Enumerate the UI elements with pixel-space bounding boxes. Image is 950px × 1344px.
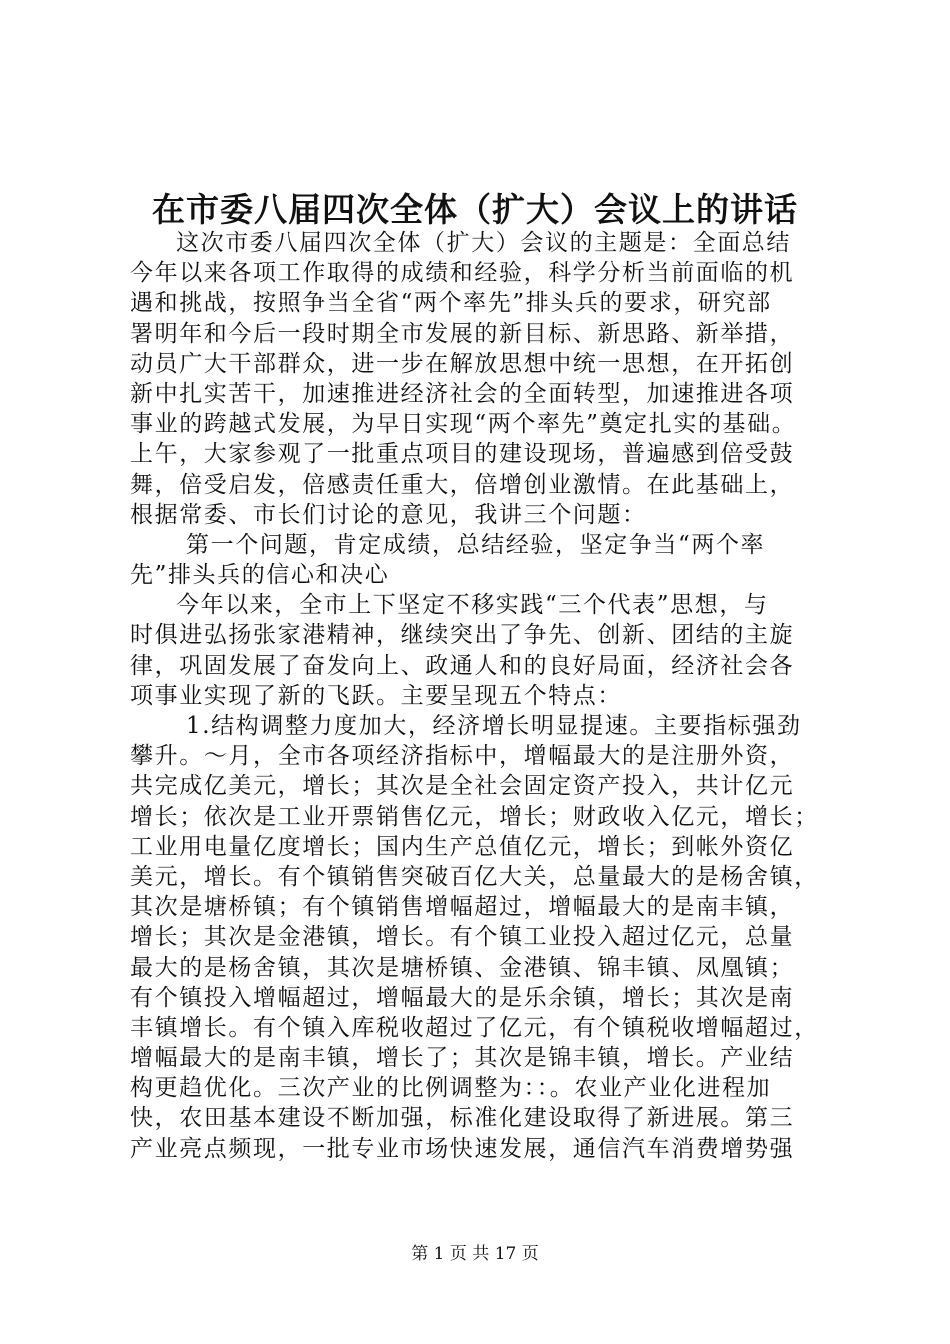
text-line: 上午，大家参观了一批重点项目的建设现场，普遍感到倍受鼓	[130, 441, 795, 468]
section-heading-line: 先”排头兵的信心和决心	[130, 562, 390, 589]
text-line: 美元，增长。有个镇销售突破百亿大关，总量最大的是杨舍镇，	[130, 863, 819, 890]
text-line: 遇和挑战，按照争当全省“两个率先”排头兵的要求，研究部	[130, 290, 772, 317]
text-line: 时俱进弘扬张家港精神，继续突出了争先、创新、团结的主旋	[130, 622, 795, 649]
document-body	[130, 228, 832, 1164]
page-number-footer: 第 1 页 共 17 页	[411, 1244, 539, 1264]
text-line: 有个镇投入增幅超过，增幅最大的是乐余镇，增长；其次是南	[130, 984, 795, 1011]
text-line: 产业亮点频现，一批专业市场快速发展，通信汽车消费增势强	[130, 1135, 795, 1162]
text-line: 构更趋优化。三次产业的比例调整为：：。农业产业化进程加	[130, 1075, 772, 1102]
text-line: 增长；其次是金港镇，增长。有个镇工业投入超过亿元，总量	[130, 924, 795, 951]
text-line: 共完成亿美元，增长；其次是全社会固定资产投入，共计亿元	[130, 773, 795, 800]
text-line: 增长；依次是工业开票销售亿元，增长；财政收入亿元，增长；	[130, 803, 819, 830]
text-line: 工业用电量亿度增长；国内生产总值亿元，增长；到帐外资亿	[130, 833, 795, 860]
text-line: 舞，倍受启发，倍感责任重大，倍增创业激情。在此基础上，	[130, 471, 795, 498]
text-line: 新中扎实苦干，加速推进经济社会的全面转型，加速推进各项	[130, 380, 795, 407]
text-line: 增幅最大的是南丰镇，增长了；其次是锦丰镇，增长。产业结	[130, 1045, 795, 1072]
document-title: 在市委八届四次全体（扩大）会议上的讲话	[152, 190, 798, 229]
text-line: 快，农田基本建设不断加强，标准化建设取得了新进展。第三	[130, 1105, 795, 1132]
text-line: 其次是塘桥镇；有个镇销售增幅超过，增幅最大的是南丰镇，	[130, 894, 795, 921]
text-line: 动员广大干部群众，进一步在解放思想中统一思想，在开拓创	[130, 350, 795, 377]
text-line: 1.结构调整力度加大，经济增长明显提速。主要指标强劲	[186, 713, 802, 739]
text-line: 署明年和今后一段时期全市发展的新目标、新思路、新举措，	[130, 320, 795, 347]
text-line: 项事业实现了新的飞跃。主要呈现五个特点：	[130, 682, 622, 709]
text-line: 今年以来，全市上下坚定不移实践“三个代表”思想，与	[176, 592, 769, 619]
text-line: 今年以来各项工作取得的成绩和经验，科学分析当前面临的机	[130, 260, 795, 287]
text-line: 根据常委、市长们讨论的意见，我讲三个问题：	[130, 501, 647, 528]
text-line: 律，巩固发展了奋发向上、政通人和的良好局面，经济社会各	[130, 652, 795, 679]
text-line: 丰镇增长。有个镇入库税收超过了亿元，有个镇税收增幅超过，	[130, 1014, 819, 1041]
text-line: 最大的是杨舍镇，其次是塘桥镇、金港镇、锦丰镇、凤凰镇；	[130, 954, 795, 981]
section-heading-line: 第一个问题，肯定成绩，总结经验，坚定争当“两个率	[186, 531, 766, 558]
text-line: 攀升。～月，全市各项经济指标中，增幅最大的是注册外资，	[130, 743, 795, 770]
text-line: 这次市委八届四次全体（扩大）会议的主题是：全面总结	[176, 230, 791, 256]
text-line: 事业的跨越式发展，为早日实现“两个率先”奠定扎实的基础。	[130, 411, 797, 438]
